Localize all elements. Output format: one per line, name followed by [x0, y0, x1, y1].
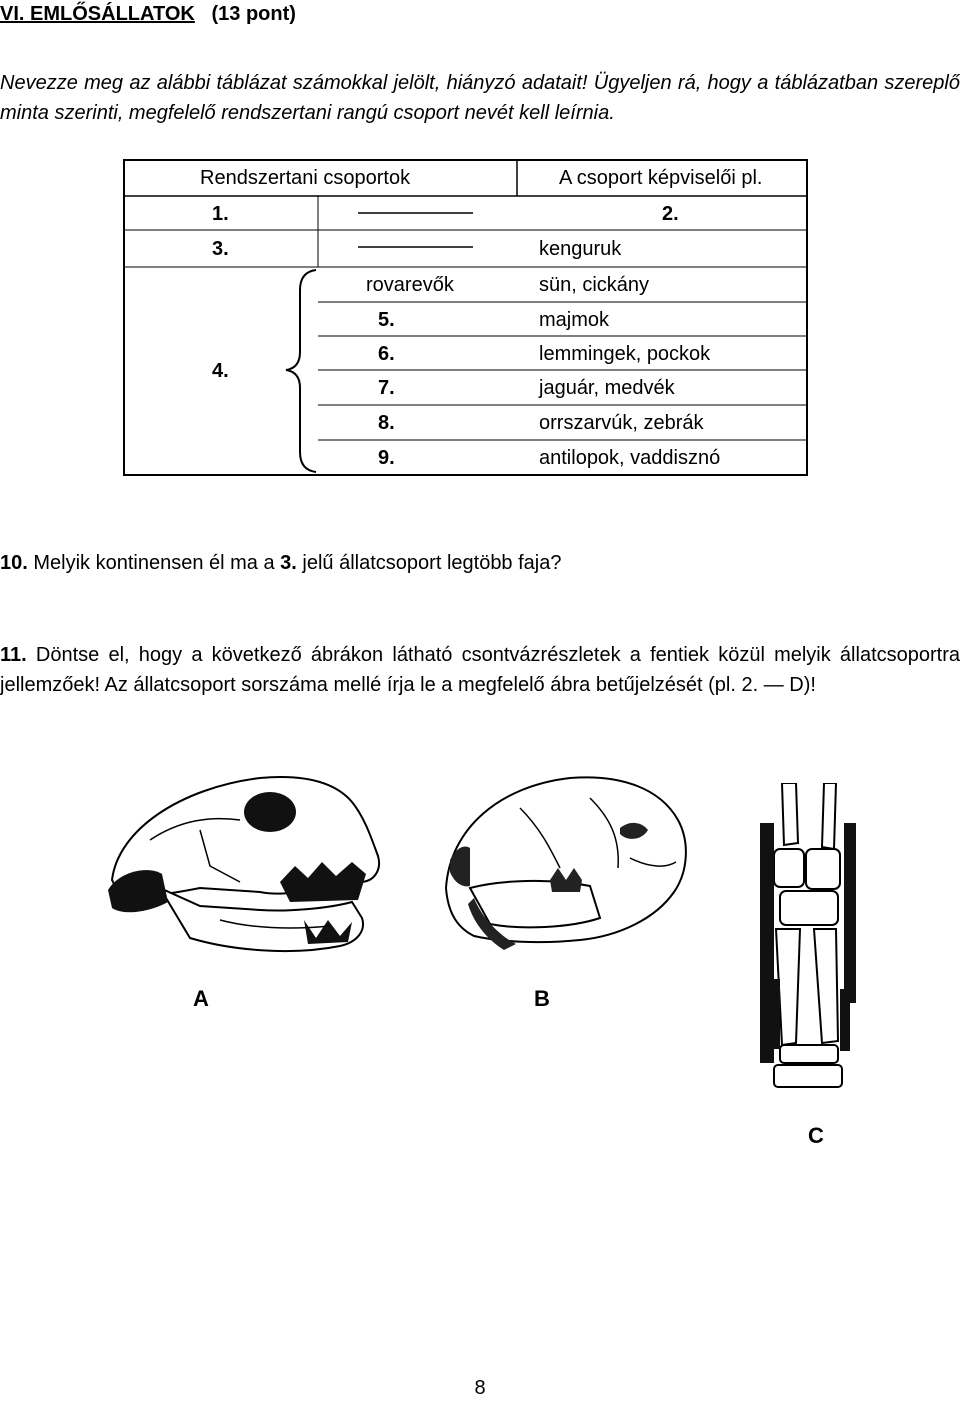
subrow-example: jaguár, medvék — [539, 377, 675, 399]
subrow-group: 9. — [378, 447, 395, 469]
group-4-number: 4. — [212, 360, 229, 382]
table-grid — [0, 0, 960, 490]
question-11-text: Döntse el, hogy a következő ábrákon látható csontvázrészletek a fentiek közül melyik állatcsoportra jellemzőek! Az állatcsoport sorszáma mellé írja le a megfelelő ábra betűjelzését (pl. 2. — D)! — [0, 644, 960, 696]
figure-c-label: C — [808, 1123, 824, 1148]
subrow-group: 8. — [378, 412, 395, 434]
row-3-example: kenguruk — [539, 238, 622, 260]
subrow-group: rovarevők — [366, 274, 454, 296]
question-10-ref: 3. — [280, 552, 297, 574]
subrow-example: majmok — [539, 309, 610, 331]
question-10 — [0, 548, 960, 578]
figure-a-label: A — [193, 986, 209, 1011]
figure-a-skull — [90, 770, 400, 970]
row-1-number: 1. — [212, 203, 229, 225]
subrow-example: antilopok, vaddisznó — [539, 447, 721, 469]
section-title-text: VI. EMLŐSÁLLATOK — [0, 3, 195, 25]
subrow-group: 5. — [378, 309, 395, 331]
figure-c-leg-bones — [740, 783, 870, 1103]
question-11 — [0, 640, 960, 700]
table-header-examples: A csoport képviselői pl. — [559, 167, 763, 189]
instruction-text: Nevezze meg az alábbi táblázat számokkal jelölt, hiányzó adatait! Ügyeljen rá, hogy a táblázatban szereplő minta szerinti, megfelelő rendszertani rangú csoport nevét kell leírnia. — [0, 72, 960, 124]
question-10-text-b: jelű állatcsoport legtöbb faja? — [302, 552, 562, 574]
question-11-number: 11. — [0, 644, 27, 666]
question-10-text-a: Melyik kontinensen él ma a — [33, 552, 275, 574]
subrow-example: sün, cickány — [539, 274, 650, 296]
row-1-example: 2. — [662, 203, 679, 225]
subrow-example: orrszarvúk, zebrák — [539, 412, 704, 434]
subrow-group: 7. — [378, 377, 395, 399]
question-10-number: 10. — [0, 552, 28, 574]
figure-b-label: B — [534, 986, 550, 1011]
row-3-number: 3. — [212, 238, 229, 260]
page-number: 8 — [474, 1377, 486, 1399]
table-header-groups: Rendszertani csoportok — [200, 167, 411, 189]
subrow-example: lemmingek, pockok — [539, 343, 711, 365]
subrow-group: 6. — [378, 343, 395, 365]
section-points: (13 pont) — [211, 3, 296, 25]
figure-b-skull — [430, 768, 700, 968]
